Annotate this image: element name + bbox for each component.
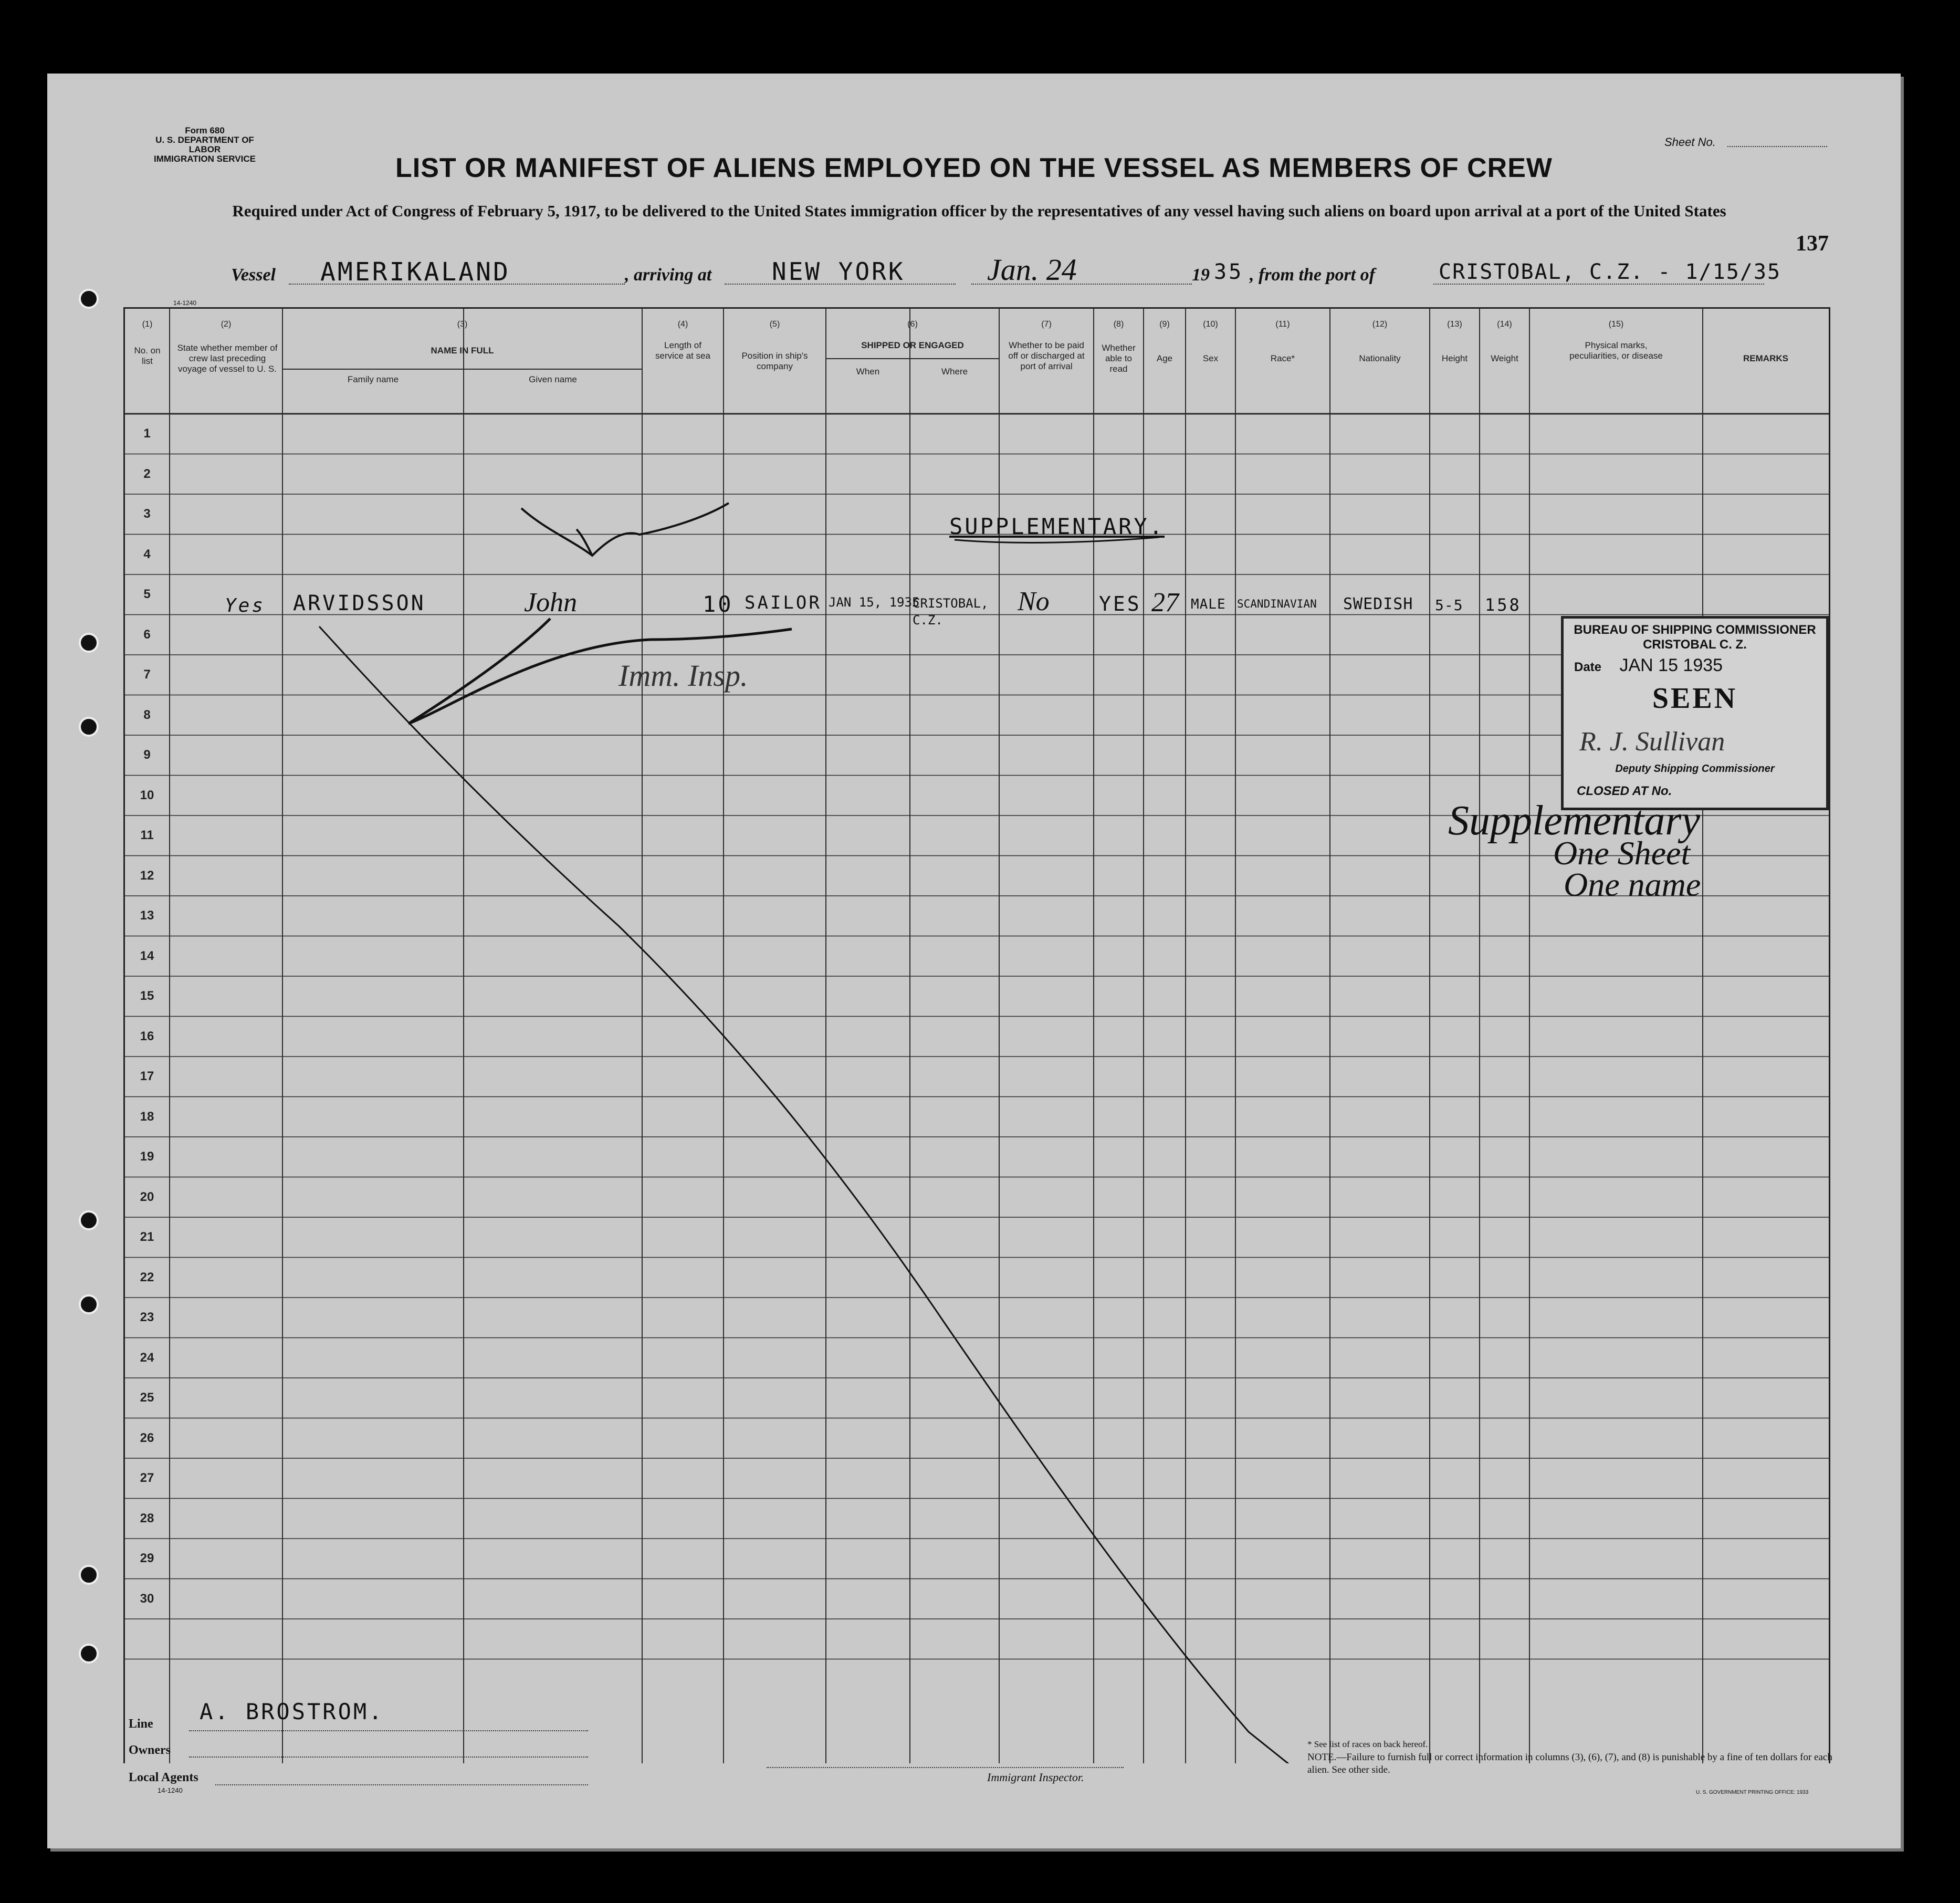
department: U. S. DEPARTMENT OF LABOR <box>155 135 254 154</box>
col-num: (15) <box>1608 320 1624 329</box>
col-header-given-name: Given name <box>529 374 577 384</box>
remarks-one-name: One name <box>1564 866 1701 903</box>
col-num: (9) <box>1159 320 1170 329</box>
row-number: 10 <box>140 788 154 802</box>
col-num: (4) <box>677 320 688 329</box>
row-number: 5 <box>143 587 151 601</box>
from-label: , from the port of <box>1250 265 1375 285</box>
col-header-age: Age <box>1156 353 1173 363</box>
col-num: (5) <box>769 320 780 329</box>
col-header-nationality: Nationality <box>1359 353 1401 363</box>
page-number: 137 <box>1796 232 1829 256</box>
row-number: 13 <box>140 908 154 923</box>
printing-office: U. S. GOVERNMENT PRINTING OFFICE: 1933 <box>1696 1790 1809 1795</box>
page-title: LIST OR MANIFEST OF ALIENS EMPLOYED ON THE VESSEL AS MEMBERS OF CREW <box>395 153 1553 183</box>
cell-race: SCANDINAVIAN <box>1237 598 1317 610</box>
col-num: (3) <box>457 320 468 329</box>
line-label: Line <box>129 1717 153 1731</box>
col-header-weight: Weight <box>1491 353 1518 363</box>
stamp-date-label: Date <box>1574 660 1602 674</box>
col-header-no: No. on list <box>134 346 161 366</box>
row-number: 1 <box>143 426 151 441</box>
cell-given-name: John <box>524 588 578 618</box>
cell-nationality: SWEDISH <box>1343 595 1413 613</box>
arriving-label: , arriving at <box>625 265 712 285</box>
col-header-remarks: REMARKS <box>1743 353 1788 363</box>
arrival-port: NEW YORK <box>772 257 905 286</box>
sheet-number-label: Sheet No. <box>1664 135 1716 149</box>
line-underline <box>189 1730 588 1731</box>
row-number: 28 <box>140 1511 154 1525</box>
row-number: 14 <box>140 948 154 963</box>
stamp-date: JAN 15 1935 <box>1619 655 1723 675</box>
punch-hole <box>79 717 99 737</box>
cell-able-read: YES <box>1099 592 1141 615</box>
row-number: 17 <box>140 1069 154 1083</box>
punch-hole <box>79 1294 99 1314</box>
stamp-signature: R. J. Sullivan <box>1579 727 1725 757</box>
owners-underline <box>189 1756 588 1758</box>
row-number: 27 <box>140 1471 154 1485</box>
row-number: 23 <box>140 1310 154 1324</box>
stamp-location: CRISTOBAL C. Z. <box>1643 637 1747 652</box>
col-num: (6) <box>907 320 918 329</box>
col-num: (1) <box>142 320 153 329</box>
col-num: (13) <box>1447 320 1462 329</box>
supplementary-note: SUPPLEMENTARY. <box>949 514 1165 539</box>
col-header-shipped: SHIPPED OR ENGAGED <box>861 340 964 350</box>
arrival-year: 35 <box>1214 260 1244 284</box>
row-number: 3 <box>143 507 151 521</box>
col-header-race: Race* <box>1270 353 1295 363</box>
punch-hole <box>79 633 99 653</box>
agents-underline <box>215 1784 588 1785</box>
agents-label: Local Agents <box>129 1771 198 1784</box>
commissioner-stamp <box>1561 616 1829 810</box>
col-header-name: NAME IN FULL <box>431 346 494 355</box>
col-num: (14) <box>1497 320 1512 329</box>
cell-service: 10 <box>703 591 733 617</box>
vessel-label: Vessel <box>231 265 276 285</box>
manifest-sheet <box>47 74 1901 1848</box>
col-header-physical-marks: Physical marks, peculiarities, or disease <box>1569 340 1663 361</box>
stamp-title: Deputy Shipping Commissioner <box>1615 763 1775 775</box>
col-header-family-name: Family name <box>347 374 399 384</box>
row-number: 4 <box>143 547 151 561</box>
col-header-where: Where <box>941 367 968 377</box>
page-subtitle: Required under Act of Congress of February 5, 1917, to be delivered to the United States immigration officer by the representatives of any vessel having such aliens on board upon arrival at a port of the United States <box>232 202 1726 220</box>
row-number: 26 <box>140 1430 154 1445</box>
service: IMMIGRATION SERVICE <box>154 154 256 164</box>
col-num: (12) <box>1372 320 1388 329</box>
punch-hole <box>79 1644 99 1664</box>
row-number: 8 <box>143 707 151 722</box>
col-header-when: When <box>856 367 880 377</box>
row-number: 7 <box>143 667 151 682</box>
year-prefix: 19 <box>1192 265 1210 285</box>
remarks-one-sheet: One Sheet <box>1553 834 1691 872</box>
cell-height: 5-5 <box>1435 597 1463 614</box>
col-num: (2) <box>221 320 232 329</box>
row-number: 20 <box>140 1189 154 1204</box>
col-header-position: Position in ship's company <box>741 351 808 371</box>
cell-when: JAN 15, 1935 <box>829 595 920 610</box>
col-num: (7) <box>1041 320 1052 329</box>
col-header-last-voyage: State whether member of crew last preceding voyage of vessel to U. S. <box>177 343 278 374</box>
sheet-number-line <box>1727 146 1827 147</box>
punch-hole <box>79 289 99 309</box>
row-number: 22 <box>140 1270 154 1284</box>
row-number: 6 <box>143 627 151 642</box>
stamp-seen: SEEN <box>1652 682 1738 715</box>
punch-hole <box>79 1210 99 1230</box>
col-header-sex: Sex <box>1202 353 1219 363</box>
penalty-note: NOTE.—Failure to furnish full or correct information in columns (3), (6), (7), and (8) is punishable by a fine of ten dollars for each alien. See other side. <box>1307 1752 1832 1775</box>
remarks-supplementary: Supplementary <box>1448 798 1700 844</box>
line-value: A. BROSTROM. <box>200 1699 384 1724</box>
cell-where: CRISTOBAL, C.Z. <box>913 596 989 628</box>
col-header-height: Height <box>1441 353 1468 363</box>
cell-position: SAILOR <box>745 592 822 613</box>
col-header-paid-off: Whether to be paid off or discharged at port of arrival <box>1008 340 1085 371</box>
inspector-scrawl: Imm. Insp. <box>619 658 748 693</box>
form-code: 14-1240 <box>173 299 197 307</box>
row-number: 19 <box>140 1149 154 1164</box>
col-num: (10) <box>1203 320 1218 329</box>
inspector-underline <box>767 1767 1124 1768</box>
crew-table <box>123 307 1830 1763</box>
cell-paid-off: No <box>1018 587 1050 616</box>
col-num: (8) <box>1113 320 1124 329</box>
col-header-service: Length of service at sea <box>655 340 710 361</box>
row-number: 15 <box>140 989 154 1003</box>
cell-weight: 158 <box>1485 595 1522 615</box>
inspector-label: Immigrant Inspector. <box>987 1771 1084 1784</box>
arrival-date: Jan. 24 <box>987 253 1077 287</box>
owners-label: Owners <box>129 1743 171 1757</box>
form-number: Form 680 <box>185 126 225 135</box>
col-header-able-read: Whether able to read <box>1102 343 1136 374</box>
cell-family-name: ARVIDSSON <box>293 591 426 615</box>
cell-sex: MALE <box>1191 597 1226 612</box>
cell-last-voyage: Yes <box>225 595 266 616</box>
row-number: 29 <box>140 1551 154 1565</box>
row-number: 25 <box>140 1390 154 1405</box>
stamp-bureau: BUREAU OF SHIPPING COMMISSIONER <box>1574 623 1816 637</box>
races-note: * See list of races on back hereof. <box>1307 1739 1428 1749</box>
cell-age: 27 <box>1151 588 1179 618</box>
col-num: (11) <box>1275 320 1290 329</box>
row-number: 16 <box>140 1029 154 1043</box>
vessel-name: AMERIKALAND <box>320 257 510 287</box>
row-number: 24 <box>140 1350 154 1365</box>
row-number: 9 <box>143 748 151 762</box>
row-number: 21 <box>140 1230 154 1244</box>
row-number: 11 <box>140 828 154 842</box>
row-number: 18 <box>140 1109 154 1124</box>
row-number: 2 <box>143 466 151 481</box>
departure-port: CRISTOBAL, C.Z. - 1/15/35 <box>1439 260 1781 284</box>
agents-code: 14-1240 <box>158 1786 183 1794</box>
row-number: 30 <box>140 1591 154 1606</box>
punch-hole <box>79 1565 99 1585</box>
stamp-closed: CLOSED AT No. <box>1577 784 1672 798</box>
row-number: 12 <box>140 868 154 883</box>
